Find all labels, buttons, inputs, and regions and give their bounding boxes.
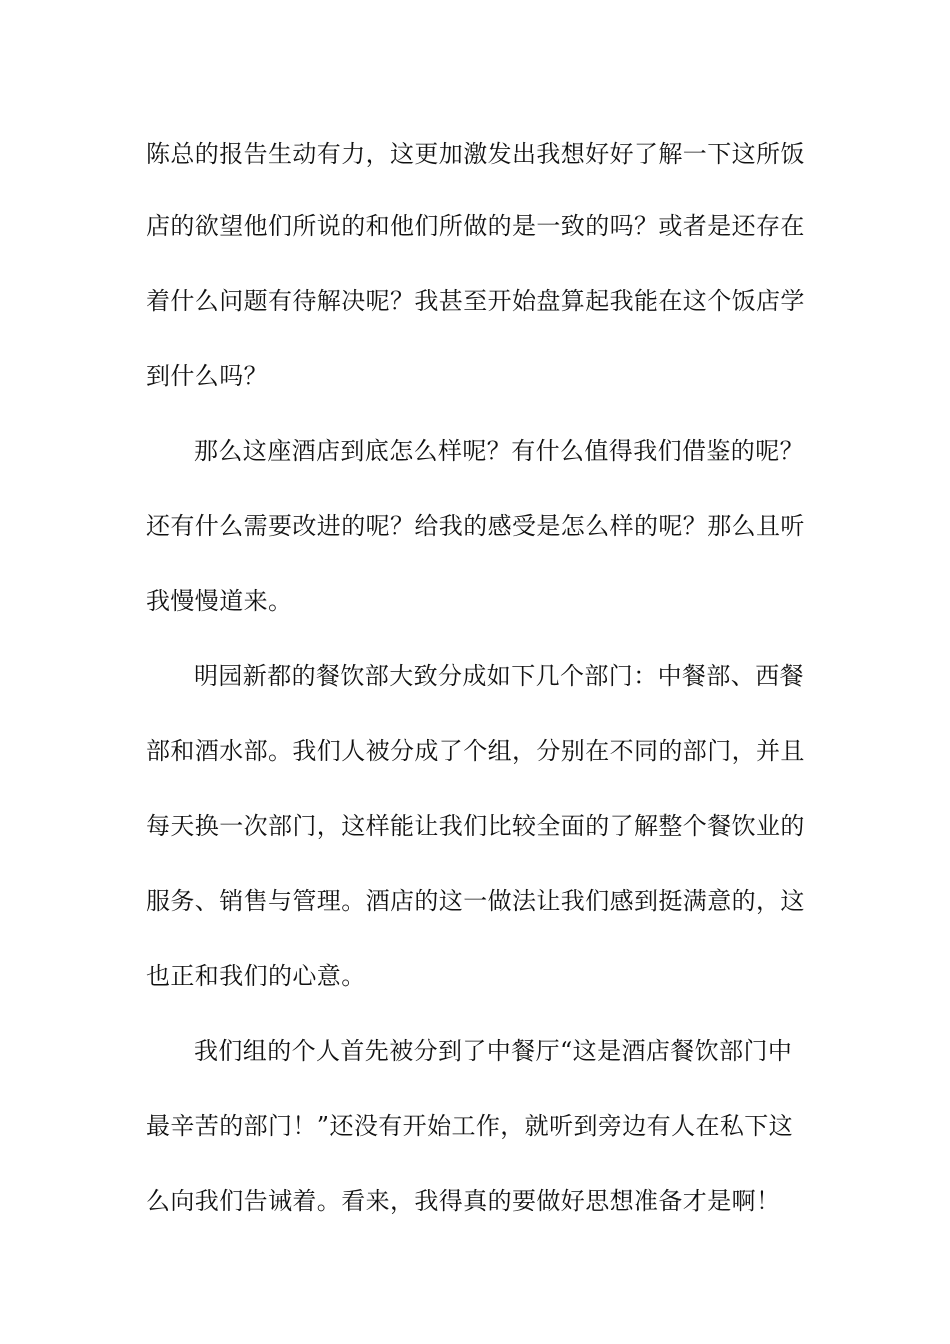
text-line: 么向我们告诫着。看来，我得真的要做好思想准备才是啊！ — [146, 1187, 781, 1215]
paragraph-first-line: 明园新都的餐饮部大致分成如下几个部门：中餐部、西餐 — [194, 662, 804, 690]
text-line: 服务、销售与管理。酒店的这一做法让我们感到挺满意的，这 — [146, 887, 805, 915]
paragraph-first-line: 那么这座酒店到底怎么样呢？有什么值得我们借鉴的呢？ — [194, 437, 804, 465]
text-line: 每天换一次部门，这样能让我们比较全面的了解整个餐饮业的 — [146, 812, 805, 840]
paragraph-first-line: 我们组的个人首先被分到了中餐厅“这是酒店餐饮部门中 — [194, 1037, 793, 1065]
text-line: 我慢慢道来。 — [146, 587, 293, 615]
text-line: 陈总的报告生动有力，这更加激发出我想好好了解一下这所饭 — [146, 140, 805, 168]
text-line: 也正和我们的心意。 — [146, 962, 366, 990]
text-line: 还有什么需要改进的呢？给我的感受是怎么样的呢？那么且听 — [146, 512, 805, 540]
text-line: 部和酒水部。我们人被分成了个组，分别在不同的部门，并且 — [146, 737, 805, 765]
text-line: 店的欲望他们所说的和他们所做的是一致的吗？或者是还存在 — [146, 212, 805, 240]
text-line: 最辛苦的部门！”还没有开始工作，就听到旁边有人在私下这 — [146, 1112, 794, 1140]
text-line: 着什么问题有待解决呢？我甚至开始盘算起我能在这个饭店学 — [146, 287, 805, 315]
text-line: 到什么吗？ — [146, 362, 268, 390]
